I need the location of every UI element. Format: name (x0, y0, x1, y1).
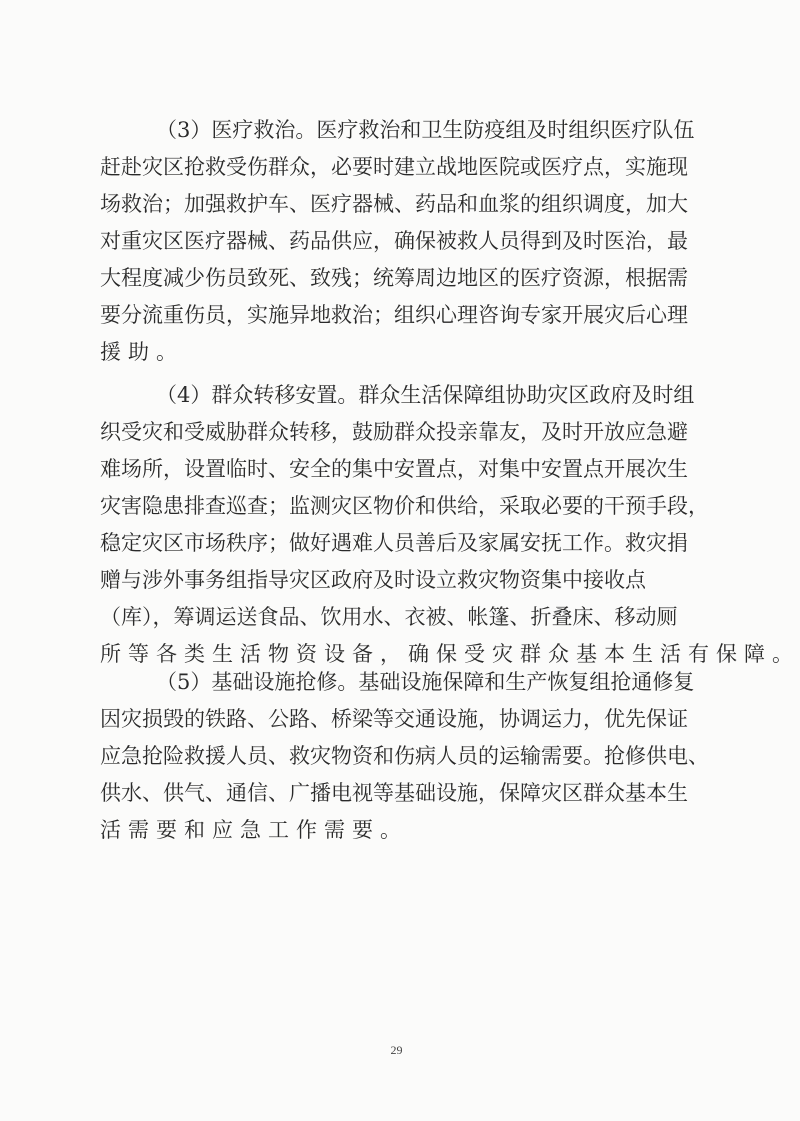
text-line: （5）基础设施抢修。基础设施保障和生产恢复组抢通修复 (156, 670, 695, 694)
text-line: 织受灾和受威胁群众转移，鼓励群众投亲靠友，及时开放应急避 (100, 420, 688, 444)
text-line: 赠与涉外事务组指导灾区政府及时设立救灾物资集中接收点 (100, 568, 646, 592)
text-line: （库），筹调运送食品、饮用水、衣被、帐篷、折叠床、移动厕 (100, 605, 678, 629)
text-line: 对重灾区医疗器械、药品供应，确保被救人员得到及时医治，最 (100, 229, 688, 253)
text-line: 所等各类生活物资设备，确保受灾群众基本生活有保障。 (100, 642, 800, 666)
paragraph-infrastructure-repair (100, 664, 709, 849)
text-line: 灾害隐患排查巡查；监测灾区物价和供给，采取必要的干预手段， (100, 494, 709, 518)
text-line: （4）群众转移安置。群众生活保障组协助灾区政府及时组 (156, 383, 695, 407)
text-line: 援助。 (100, 340, 184, 364)
paragraph-medical-treatment (100, 112, 695, 371)
text-line: （3）医疗救治。医疗救治和卫生防疫组及时组织医疗队伍 (156, 118, 695, 142)
text-line: 要分流重伤员，实施异地救治；组织心理咨询专家开展灾后心理 (100, 303, 688, 327)
text-line: 场救治；加强救护车、医疗器械、药品和血浆的组织调度，加大 (100, 192, 688, 216)
text-line: 活需要和应急工作需要。 (100, 818, 408, 842)
text-line: 赶赴灾区抢救受伤群众，必要时建立战地医院或医疗点，实施现 (100, 155, 688, 179)
text-line: 因灾损毁的铁路、公路、桥梁等交通设施，协调运力，优先保证 (100, 707, 688, 731)
text-line: 大程度减少伤员致死、致残；统筹周边地区的医疗资源，根据需 (100, 266, 688, 290)
paragraph-relocation (100, 377, 800, 673)
page-number: 29 (390, 1043, 403, 1057)
text-line: 稳定灾区市场秩序；做好遇难人员善后及家属安抚工作。救灾捐 (100, 531, 688, 555)
text-line: 应急抢险救援人员、救灾物资和伤病人员的运输需要。抢修供电、 (100, 744, 709, 768)
text-line: 难场所，设置临时、安全的集中安置点，对集中安置点开展次生 (100, 457, 688, 481)
text-line: 供水、供气、通信、广播电视等基础设施，保障灾区群众基本生 (100, 781, 688, 805)
